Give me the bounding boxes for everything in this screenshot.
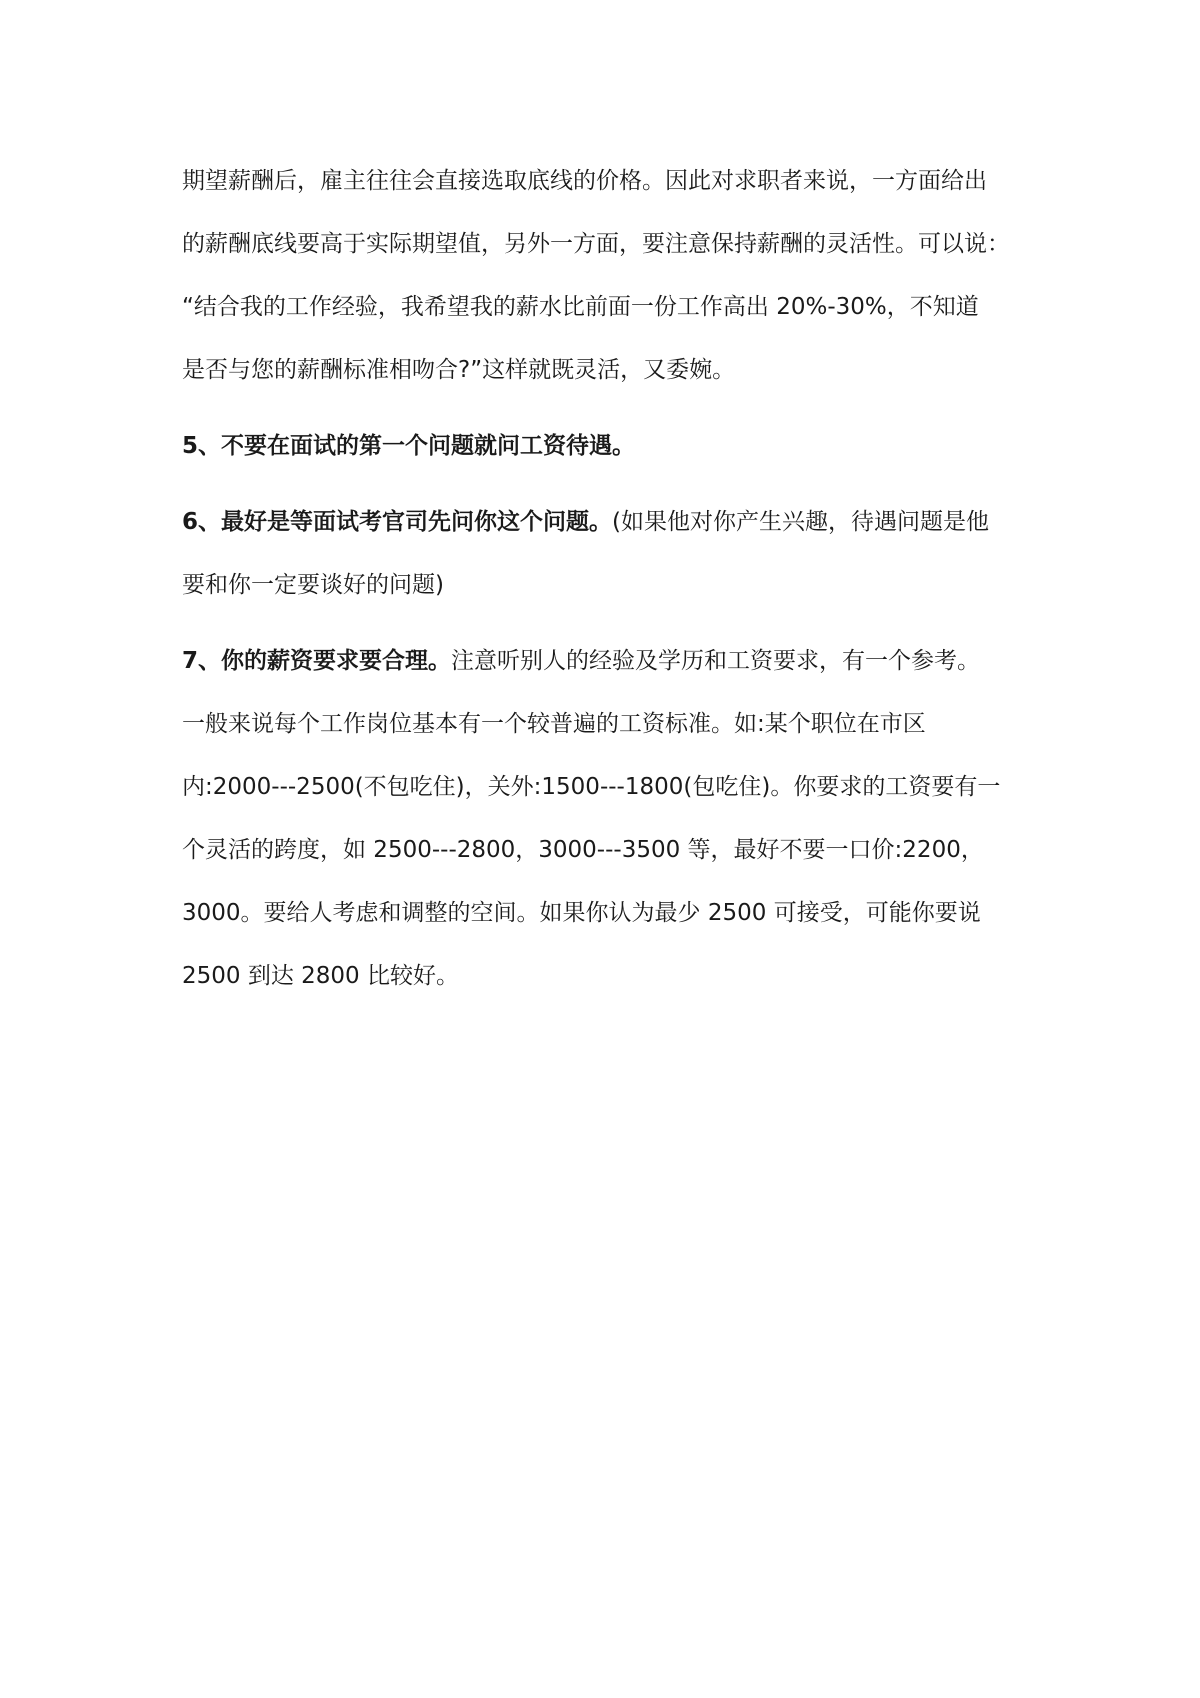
paragraph-salary-expectation — [182, 150, 1032, 402]
paragraph-gap — [182, 617, 1032, 630]
item-6 — [182, 491, 1032, 617]
text-line: 内:2000---2500(不包吃住)，关外:1500---1800(包吃住)。你要求的工资要有一 — [182, 774, 1001, 800]
text-line: 是否与您的薪酬标准相吻合?”这样就既灵活，又委婉。 — [182, 357, 736, 383]
item-7-text: 注意听别人的经验及学历和工资要求，有一个参考。 — [451, 648, 981, 674]
text-line: 个灵活的跨度，如 2500---2800，3000---3500 等，最好不要一口价:2200， — [182, 837, 984, 863]
text-line: 2500 到达 2800 比较好。 — [182, 963, 459, 989]
text-line: 期望薪酬后，雇主往往会直接选取底线的价格。因此对求职者来说，一方面给出 — [182, 168, 987, 194]
item-7 — [182, 630, 1032, 1008]
text-line — [182, 630, 1032, 693]
item-5-heading: 5、不要在面试的第一个问题就问工资待遇。 — [182, 433, 636, 459]
text-line: 一般来说每个工作岗位基本有一个较普遍的工资标准。如:某个职位在市区 — [182, 711, 926, 737]
item-6-heading: 6、最好是等面试考官司先问你这个问题。 — [182, 509, 613, 535]
text-line: 要和你一定要谈好的问题) — [182, 572, 444, 598]
item-5 — [182, 415, 1032, 478]
text-line — [182, 491, 1032, 554]
paragraph-gap — [182, 478, 1032, 491]
text-line: 的薪酬底线要高于实际期望值，另外一方面，要注意保持薪酬的灵活性。可以说： — [182, 231, 1010, 257]
paragraph-gap — [182, 402, 1032, 415]
text-line: “结合我的工作经验，我希望我的薪水比前面一份工作高出 20%-30%，不知道 — [182, 294, 979, 320]
text-line: 3000。要给人考虑和调整的空间。如果你认为最少 2500 可接受，可能你要说 — [182, 900, 981, 926]
item-7-heading: 7、你的薪资要求要合理。 — [182, 648, 452, 674]
item-6-text: (如果他对你产生兴趣，待遇问题是他 — [612, 509, 989, 535]
document-body — [182, 150, 1032, 1008]
